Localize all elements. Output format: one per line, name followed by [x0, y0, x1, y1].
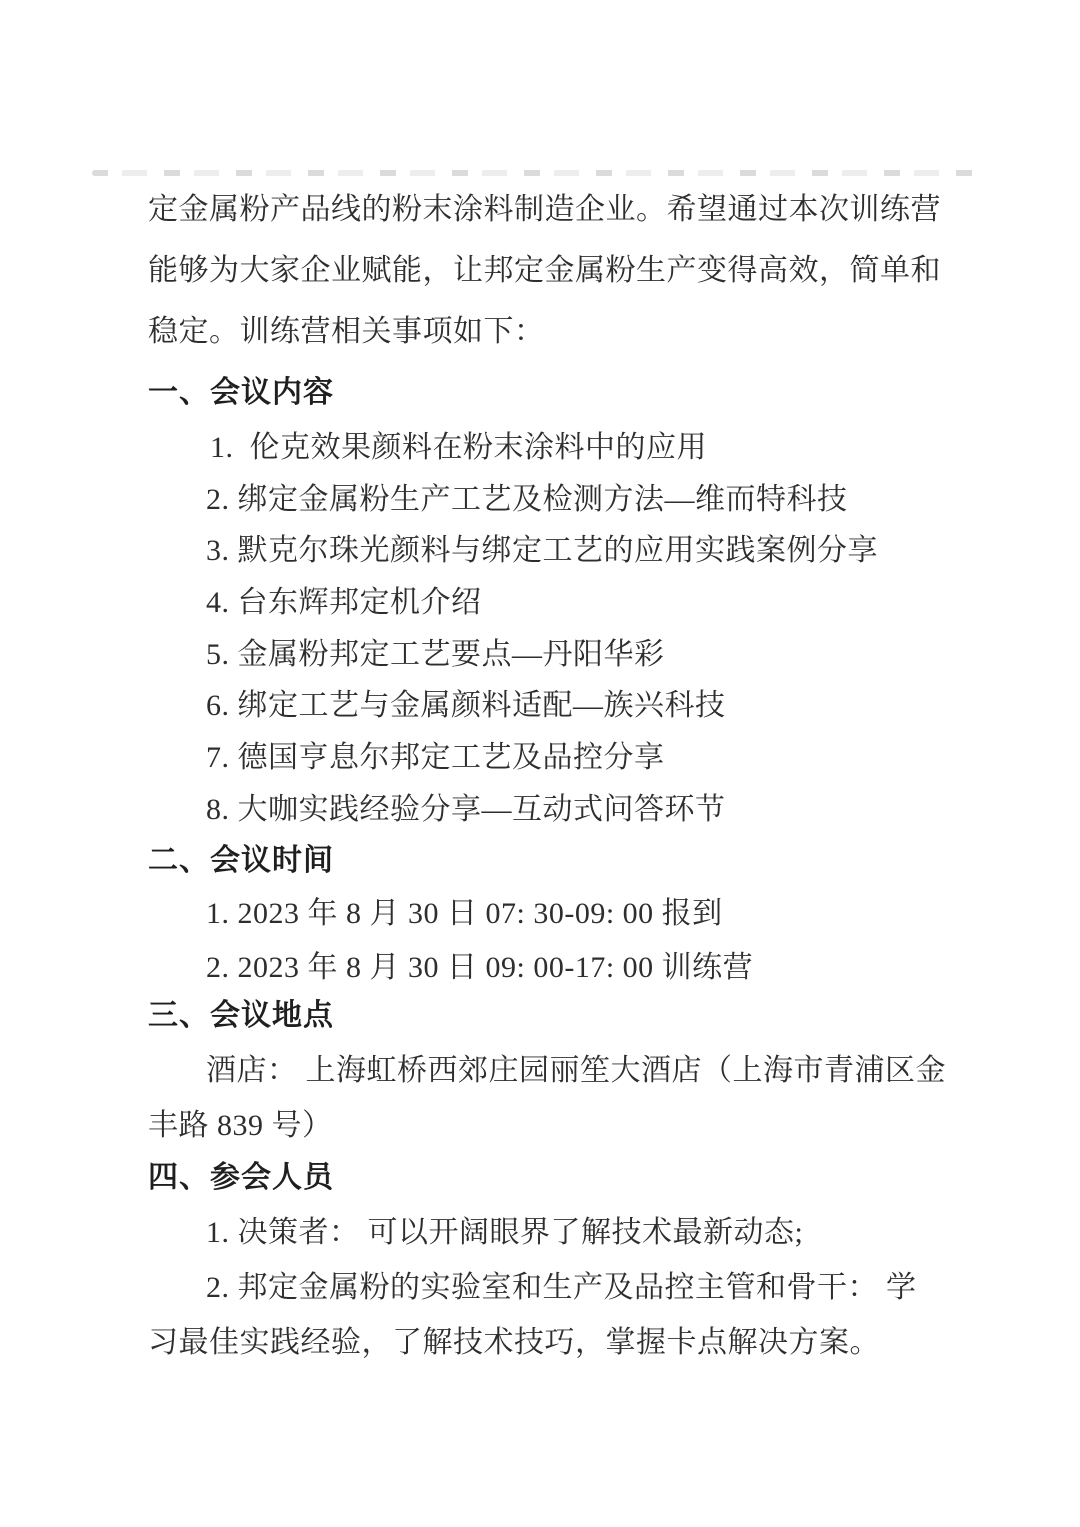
time-item: 1. 2023 年 8 月 30 日 07: 30-09: 00 报到	[206, 897, 723, 930]
agenda-item: 3. 默克尔珠光颜料与绑定工艺的应用实践案例分享	[206, 534, 878, 567]
scan-artifact-strip	[92, 170, 976, 176]
participant-item-wrap: 习最佳实践经验，了解技术技巧，掌握卡点解决方案。	[148, 1326, 880, 1359]
location-line: 酒店： 上海虹桥西郊庄园丽笙大酒店（上海市青浦区金	[206, 1054, 946, 1087]
agenda-item: 1. 伦克效果颜料在粉末涂料中的应用	[210, 431, 707, 464]
location-line: 丰路 839 号）	[148, 1109, 333, 1142]
agenda-item: 2. 绑定金属粉生产工艺及检测方法—维而特科技	[206, 483, 848, 516]
participant-item: 2. 邦定金属粉的实验室和生产及品控主管和骨干： 学	[206, 1271, 917, 1304]
section-heading-time: 二、会议时间	[148, 844, 334, 877]
agenda-item: 5. 金属粉邦定工艺要点—丹阳华彩	[206, 638, 665, 671]
section-heading-participants: 四、参会人员	[148, 1161, 334, 1194]
intro-line: 能够为大家企业赋能，让邦定金属粉生产变得高效，简单和	[148, 254, 941, 287]
section-heading-content: 一、会议内容	[148, 376, 334, 409]
agenda-item: 6. 绑定工艺与金属颜料适配—族兴科技	[206, 689, 726, 722]
intro-line: 定金属粉产品线的粉末涂料制造企业。希望通过本次训练营	[148, 193, 941, 226]
intro-line: 稳定。训练营相关事项如下：	[148, 315, 545, 348]
time-item: 2. 2023 年 8 月 30 日 09: 00-17: 00 训练营	[206, 951, 754, 984]
agenda-item: 4. 台东辉邦定机介绍	[206, 586, 482, 619]
participant-item: 1. 决策者： 可以开阔眼界了解技术最新动态;	[206, 1216, 804, 1249]
section-heading-location: 三、会议地点	[148, 999, 334, 1032]
agenda-item: 8. 大咖实践经验分享—互动式问答环节	[206, 793, 726, 826]
agenda-item: 7. 德国亨息尔邦定工艺及品控分享	[206, 741, 665, 774]
